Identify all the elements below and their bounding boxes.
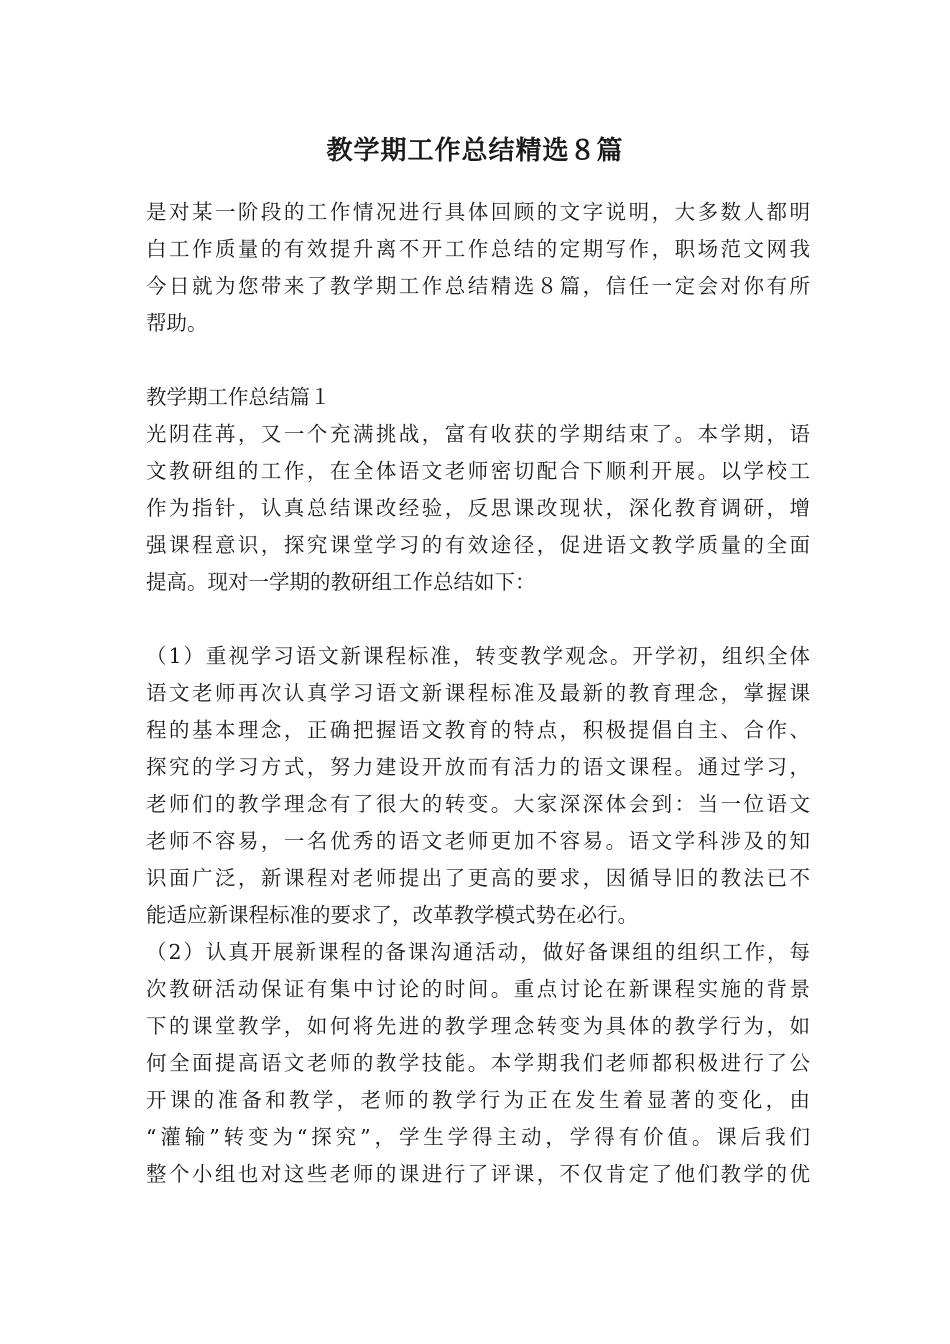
text-line: 开课的准备和教学，老师的教学行为正在发生着显著的变化，由 <box>146 1088 810 1112</box>
text-line: 提高。现对一学期的教研组工作总结如下： <box>146 570 536 594</box>
section-heading: 教学期工作总结篇１ <box>146 385 331 409</box>
list-item-1 <box>146 638 810 934</box>
text-line: 强课程意识，探究课堂学习的有效途径，促进语文教学质量的全面 <box>146 533 810 557</box>
text-line: 能适应新课程标准的要求了，改革教学模式势在必行。 <box>146 903 638 927</box>
text-line: 老师们的教学理念有了很大的转变。大家深深体会到：当一位语文 <box>146 792 810 816</box>
text-line: 帮助。 <box>146 311 208 335</box>
list-item-2 <box>146 934 810 1193</box>
intro-paragraph <box>146 194 810 342</box>
text-line: 是对某一阶段的工作情况进行具体回顾的文字说明，大多数人都明 <box>146 200 810 224</box>
paragraph-spacer <box>146 342 810 379</box>
text-line: “灌输”转变为“探究”，学生学得主动，学得有价值。课后我们 <box>146 1125 810 1149</box>
text-line: 老师不容易，一名优秀的语文老师更加不容易。语文学科涉及的知 <box>146 829 810 853</box>
text-line: 探究的学习方式，努力建设开放而有活力的语文课程。通过学习， <box>146 755 810 779</box>
text-line: 下的课堂教学，如何将先进的教学理念转变为具体的教学行为，如 <box>146 1014 810 1038</box>
text-line: 何全面提高语文老师的教学技能。本学期我们老师都积极进行了公 <box>146 1051 810 1075</box>
paragraph-spacer <box>146 601 810 638</box>
text-line: 作为指针，认真总结课改经验，反思课改现状，深化教育调研，增 <box>146 496 810 520</box>
text-line: 次教研活动保证有集中讨论的时间。重点讨论在新课程实施的背景 <box>146 977 810 1001</box>
text-line: 今日就为您带来了教学期工作总结精选８篇，信任一定会对你有所 <box>146 274 810 298</box>
text-line: （2）认真开展新课程的备课沟通活动，做好备课组的组织工作，每 <box>146 940 810 964</box>
text-line: 光阴荏苒，又一个充满挑战，富有收获的学期结束了。本学期，语 <box>146 422 810 446</box>
document-body <box>146 194 810 1193</box>
text-line: 语文老师再次认真学习语文新课程标准及最新的教育理念，掌握课 <box>146 681 810 705</box>
text-line: 程的基本理念，正确把握语文教育的特点，积极提倡自主、合作、 <box>146 718 810 742</box>
section-paragraph <box>146 416 810 601</box>
text-line: 识面广泛，新课程对老师提出了更高的要求，因循导旧的教法已不 <box>146 866 810 890</box>
text-line: 文教研组的工作，在全体语文老师密切配合下顺利开展。以学校工 <box>146 459 810 483</box>
text-line: （1）重视学习语文新课程标准，转变教学观念。开学初，组织全体 <box>146 644 810 668</box>
text-line: 整个小组也对这些老师的课进行了评课，不仅肯定了他们教学的优 <box>146 1162 810 1186</box>
document-title: 教学期工作总结精选８篇 <box>326 136 624 166</box>
text-line: 白工作质量的有效提升离不开工作总结的定期写作，职场范文网我 <box>146 237 810 261</box>
